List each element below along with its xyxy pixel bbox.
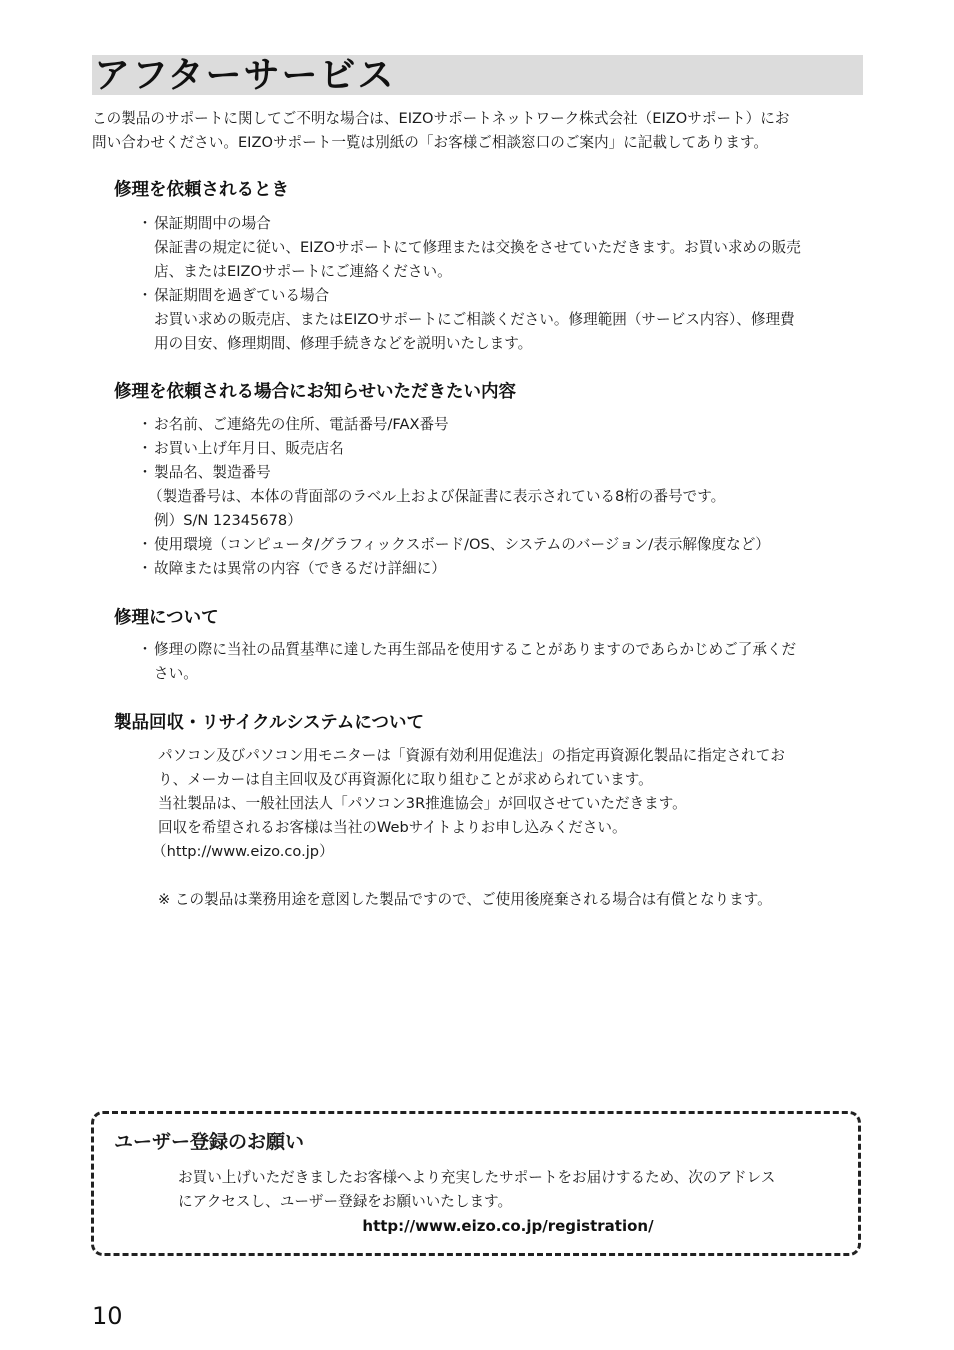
bullet-icon: ・ <box>138 441 152 457</box>
section-heading-repair-request: 修理を依頼されるとき <box>114 180 289 200</box>
list-item-detail: さい。 <box>154 665 198 682</box>
registration-line: お買い上げいただきましたお客様へより充実したサポートをお届けするため、次のアドレス <box>178 1169 776 1186</box>
recycling-line: り、メーカーは自主回収及び再資源化に取り組むことが求められています。 <box>158 771 653 788</box>
serial-note: 例）S/N 12345678） <box>154 512 302 529</box>
list-item: お買い上げ年月日、販売店名 <box>154 440 344 457</box>
bullet-icon: ・ <box>138 216 152 232</box>
intro-line: この製品のサポートに関してご不明な場合は、EIZOサポートネットワーク株式会社（EIZOサポート）にお <box>92 110 790 127</box>
list-item: 製品名、製造番号 <box>154 464 271 481</box>
list-item-detail: 店、またはEIZOサポートにご連絡ください。 <box>154 263 452 280</box>
bullet-icon: ・ <box>138 537 152 553</box>
list-item: お名前、ご連絡先の住所、電話番号/FAX番号 <box>154 416 449 433</box>
title-bar <box>92 55 863 95</box>
bullet-icon: ・ <box>138 465 152 481</box>
disposal-note: ※ この製品は業務用途を意図した製品ですので、ご使用後廃棄される場合は有償となります。 <box>158 891 772 908</box>
page-title: アフターサービス <box>94 55 396 96</box>
list-item-detail: お買い求めの販売店、またはEIZOサポートにご相談ください。修理範囲（サービス内容）、修理費 <box>154 311 795 328</box>
list-item: 修理の際に当社の品質基準に達した再生部品を使用することがありますのであらかじめご了承くだ <box>154 641 797 658</box>
list-item: 保証期間中の場合 <box>154 215 271 232</box>
page-number: 10 <box>92 1302 123 1330</box>
recycling-line: 回収を希望されるお客様は当社のWebサイトよりお申し込みください。 <box>158 819 627 836</box>
recycling-line: パソコン及びパソコン用モニターは「資源有効利用促進法」の指定再資源化製品に指定されてお <box>158 747 785 764</box>
section-heading-recycling: 製品回収・リサイクルシステムについて <box>114 713 425 733</box>
list-item-detail: 保証書の規定に従い、EIZOサポートにて修理または交換をさせていただきます。お買い求めの販売 <box>154 239 801 256</box>
registration-link[interactable]: http://www.eizo.co.jp/registration/ <box>362 1217 654 1235</box>
bullet-icon: ・ <box>138 417 152 433</box>
intro-line: 問い合わせください。EIZOサポート一覧は別紙の「お客様ご相談窓口のご案内」に記載してあります。 <box>92 134 768 151</box>
list-item: 故障または異常の内容（できるだけ詳細に） <box>154 560 446 577</box>
registration-line: にアクセスし、ユーザー登録をお願いいたします。 <box>178 1193 513 1210</box>
list-item: 使用環境（コンピュータ/グラフィックスボード/OS、システムのバージョン/表示解像度など） <box>154 536 770 553</box>
serial-note: （製造番号は、本体の背面部のラベル上および保証書に表示されている8桁の番号です。 <box>148 488 726 505</box>
section-heading-about-repair: 修理について <box>114 608 219 628</box>
section-heading-info-needed: 修理を依頼される場合にお知らせいただきたい内容 <box>114 382 516 402</box>
list-item: 保証期間を過ぎている場合 <box>154 287 330 304</box>
bullet-icon: ・ <box>138 561 152 577</box>
list-item-detail: 用の目安、修理期間、修理手続きなどを説明いたします。 <box>154 335 533 352</box>
bullet-icon: ・ <box>138 288 152 304</box>
registration-heading: ユーザー登録のお願い <box>114 1131 305 1153</box>
recycling-url: （http://www.eizo.co.jp） <box>152 843 334 860</box>
bullet-icon: ・ <box>138 642 152 658</box>
recycling-line: 当社製品は、一般社団法人「パソコン3R推進協会」が回収させていただきます。 <box>158 795 687 812</box>
